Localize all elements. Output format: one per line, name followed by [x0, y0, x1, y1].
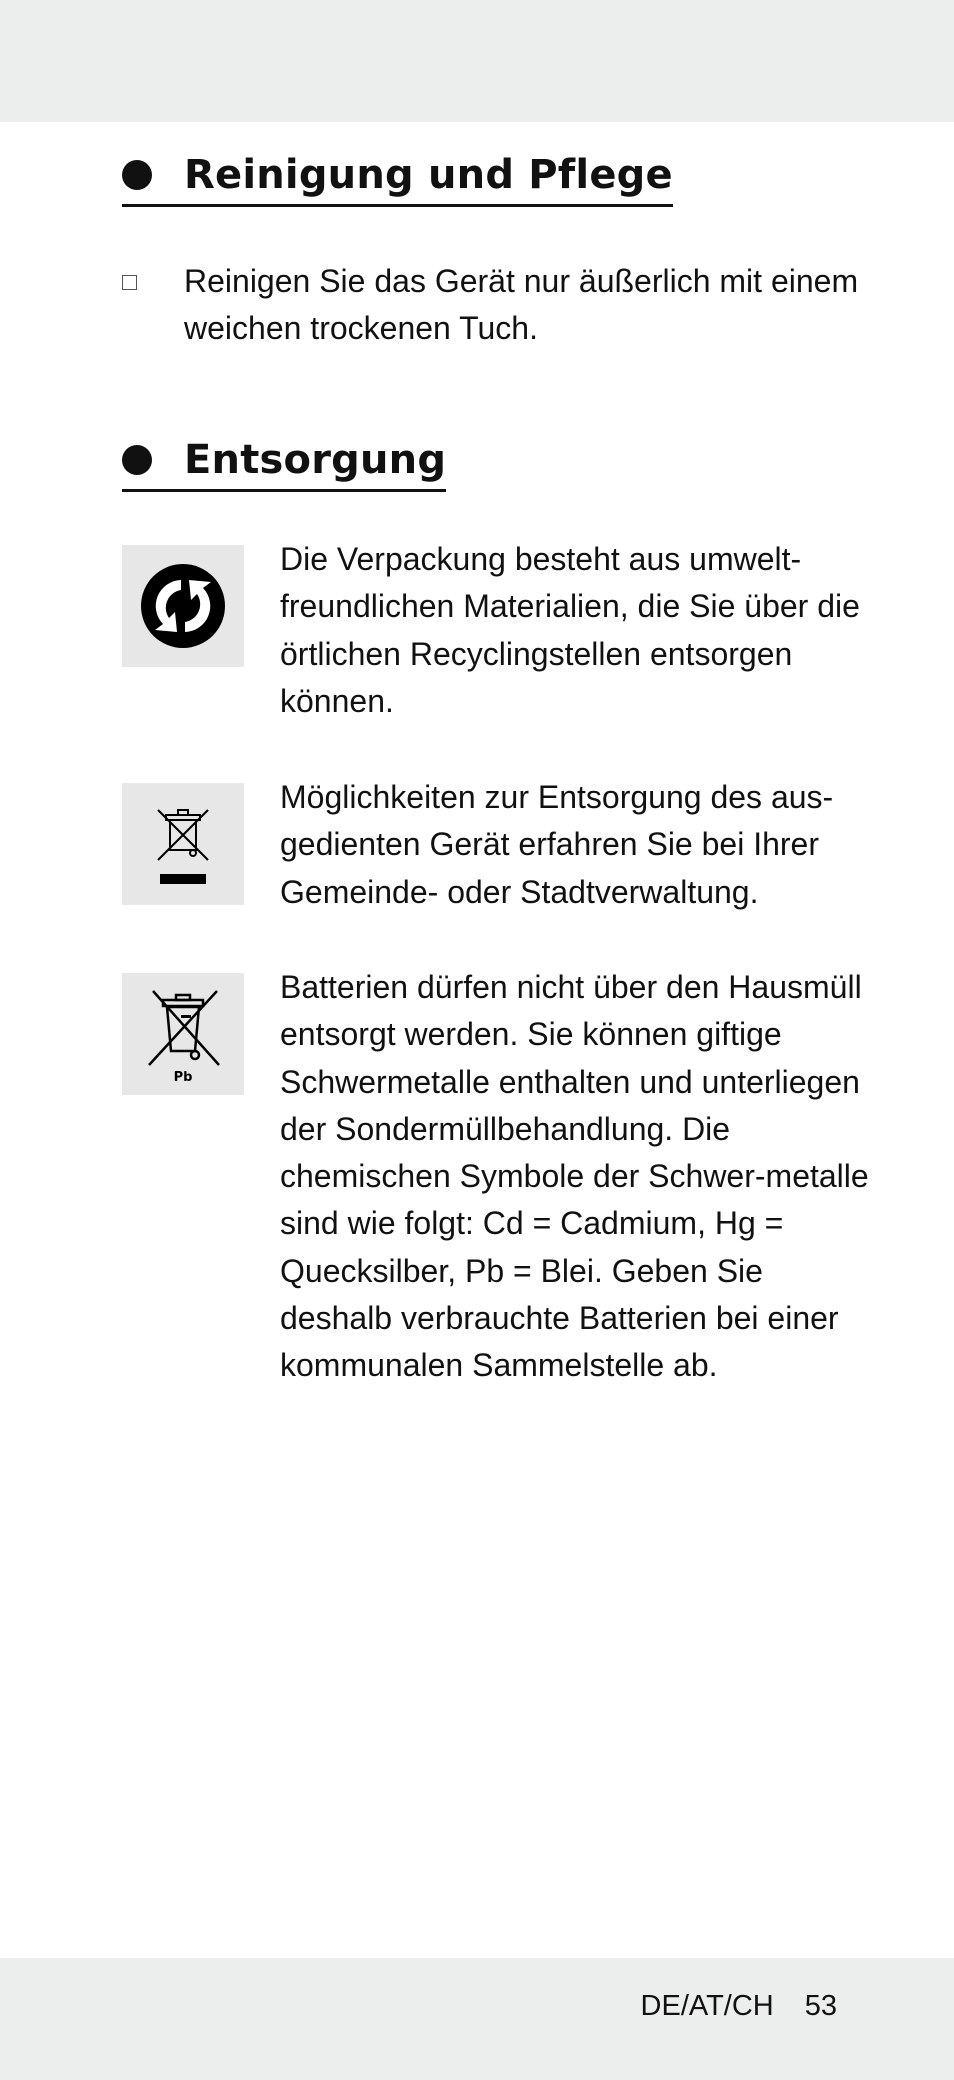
heading-text: Entsorgung	[184, 437, 447, 483]
green-dot-recycling-icon	[122, 545, 244, 667]
battery-text	[280, 964, 880, 1390]
battery-symbol-label: Pb	[173, 1070, 193, 1085]
heading-text: Reinigung und Pflege	[184, 152, 673, 198]
footer	[641, 1990, 837, 2023]
page-number: 53	[804, 1990, 837, 2022]
section-heading-disposal	[122, 437, 446, 492]
battery-paragraph: Batterien dürfen nicht über den Hausmüll entsorgt werden. Sie können giftige Schwermetalle enthalten und unterliegen der Sondermüllbehandlung. Die chemischen Symbole der Schwer-metalle sind wie folgt: Cd = Cadmium, Hg = Quecksilber, Pb = Blei. Geben Sie deshalb verbrauchte Batterien bei einer kommunalen Sammelstelle ab.	[280, 969, 869, 1384]
packaging-text	[280, 536, 880, 725]
device-text	[280, 774, 880, 916]
crossed-out-battery-bin-icon	[122, 973, 244, 1095]
cleaning-item-text: Reinigen Sie das Gerät nur äußerlich mit einem weichen trockenen Tuch.	[184, 263, 859, 346]
device-disposal-row	[122, 779, 880, 916]
checkbox-bullet-icon	[122, 275, 137, 290]
header-band	[0, 0, 954, 122]
crossed-out-wheelie-bin-icon	[122, 783, 244, 905]
packaging-disposal-row	[122, 541, 880, 725]
bullet-icon	[122, 445, 152, 475]
cleaning-item	[122, 258, 864, 352]
battery-disposal-row	[122, 969, 880, 1390]
footer-region: DE/AT/CH	[640, 1990, 774, 2022]
packaging-paragraph: Die Verpackung besteht aus umwelt-freundlichen Materialien, die Sie über die örtlichen Recyclingstellen entsorgen können.	[280, 541, 860, 719]
device-paragraph: Möglichkeiten zur Entsorgung des aus-gedienten Gerät erfahren Sie bei Ihrer Gemeinde- oder Stadtverwaltung.	[280, 779, 834, 910]
section-heading-cleaning	[122, 152, 673, 207]
bullet-icon	[122, 160, 152, 190]
